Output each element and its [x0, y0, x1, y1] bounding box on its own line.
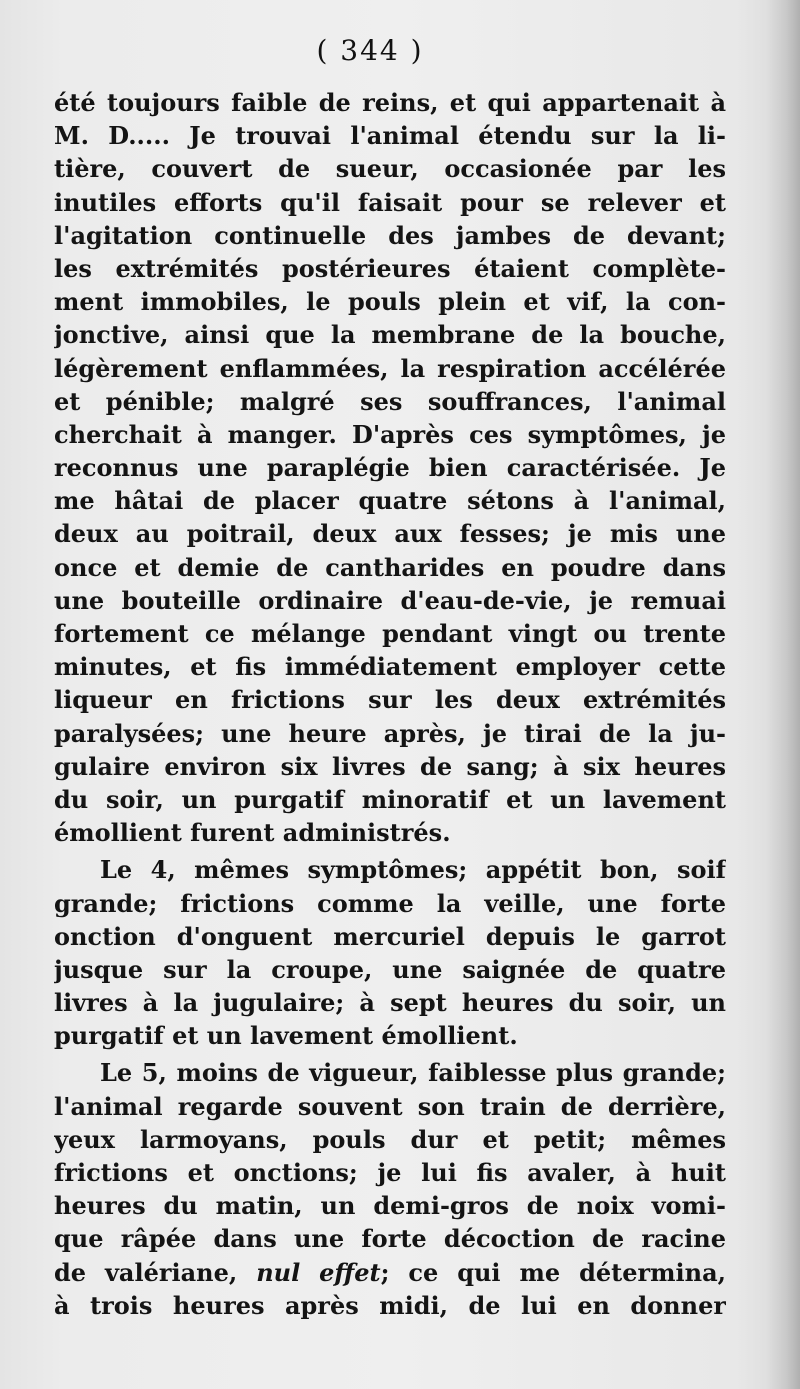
text-line: minutes, et fis immédiatement employer cette [54, 652, 726, 682]
text-line: l'agitation continuelle des jambes de devant; [54, 220, 726, 250]
text-line: du soir, un purgatif minoratif et un lavement [54, 784, 726, 814]
text-line: gulaire environ six livres de sang; à six heures [54, 751, 726, 781]
text-line: Le 5, moins de vigueur, faiblesse plus grande; [100, 1058, 726, 1088]
text-line: inutiles efforts qu'il faisait pour se relever et [54, 187, 726, 217]
text-line: légèrement enflammées, la respiration accélérée [54, 353, 726, 383]
text-line: purgatif et un lavement émollient. [54, 1021, 518, 1051]
text-line: cherchait à manger. D'après ces symptômes, je [54, 419, 726, 449]
text-line: paralysées; une heure après, je tirai de la ju- [54, 718, 726, 748]
text-line: les extrémités postérieures étaient complète- [54, 253, 726, 283]
text-line: once et demie de cantharides en poudre dans [54, 552, 726, 582]
text-line: jonctive, ainsi que la membrane de la bouche, [54, 320, 726, 350]
text-line: jusque sur la croupe, une saignée de quatre [54, 954, 726, 984]
text-line: émollient furent administrés. [54, 818, 451, 848]
text-line: M. D..... Je trouvai l'animal étendu sur la li- [54, 121, 726, 151]
text-line: à trois heures après midi, de lui en donner [54, 1290, 726, 1320]
page-edge-shadow [766, 0, 800, 1389]
text-line: une bouteille ordinaire d'eau-de-vie, je remuai [54, 585, 726, 615]
text-segment: de valériane, [54, 1257, 238, 1287]
text-line: yeux larmoyans, pouls dur et petit; mêmes [54, 1124, 726, 1154]
text-line: fortement ce mélange pendant vingt ou trente [54, 619, 726, 648]
italic-phrase: nul effet [256, 1257, 381, 1287]
text-line: livres à la jugulaire; à sept heures du soir, un [54, 988, 726, 1018]
text-line: heures du matin, un demi-gros de noix vomi- [54, 1191, 726, 1221]
text-line: reconnus une paraplégie bien caractérisée. Je [54, 453, 726, 483]
text-line-mixed [54, 1256, 726, 1289]
text-line: ment immobiles, le pouls plein et vif, la con- [54, 287, 726, 317]
page-number: ( 344 ) [316, 34, 424, 67]
text-line: tière, couvert de sueur, occasionée par les [54, 154, 726, 184]
text-line: me hâtai de placer quatre sétons à l'animal, [54, 486, 726, 516]
text-line: onction d'onguent mercuriel depuis le garrot [54, 921, 726, 951]
text-line: Le 4, mêmes symptômes; appétit bon, soif [100, 855, 726, 885]
text-line: grande; frictions comme la veille, une forte [54, 888, 726, 918]
text-line: l'animal regarde souvent son train de derrière, [54, 1091, 726, 1121]
text-line: frictions et onctions; je lui fis avaler, à huit [54, 1158, 726, 1187]
body-text [54, 86, 726, 1322]
text-line: deux au poitrail, deux aux fesses; je mis une [54, 519, 726, 549]
text-line: liqueur en frictions sur les deux extrémités [54, 685, 726, 715]
text-segment: ; ce qui me détermina, [380, 1257, 726, 1287]
text-line: et pénible; malgré ses souffrances, l'animal [54, 386, 726, 416]
text-line: que râpée dans une forte décoction de racine [54, 1224, 726, 1254]
text-line: été toujours faible de reins, et qui appartenait à [54, 88, 726, 117]
